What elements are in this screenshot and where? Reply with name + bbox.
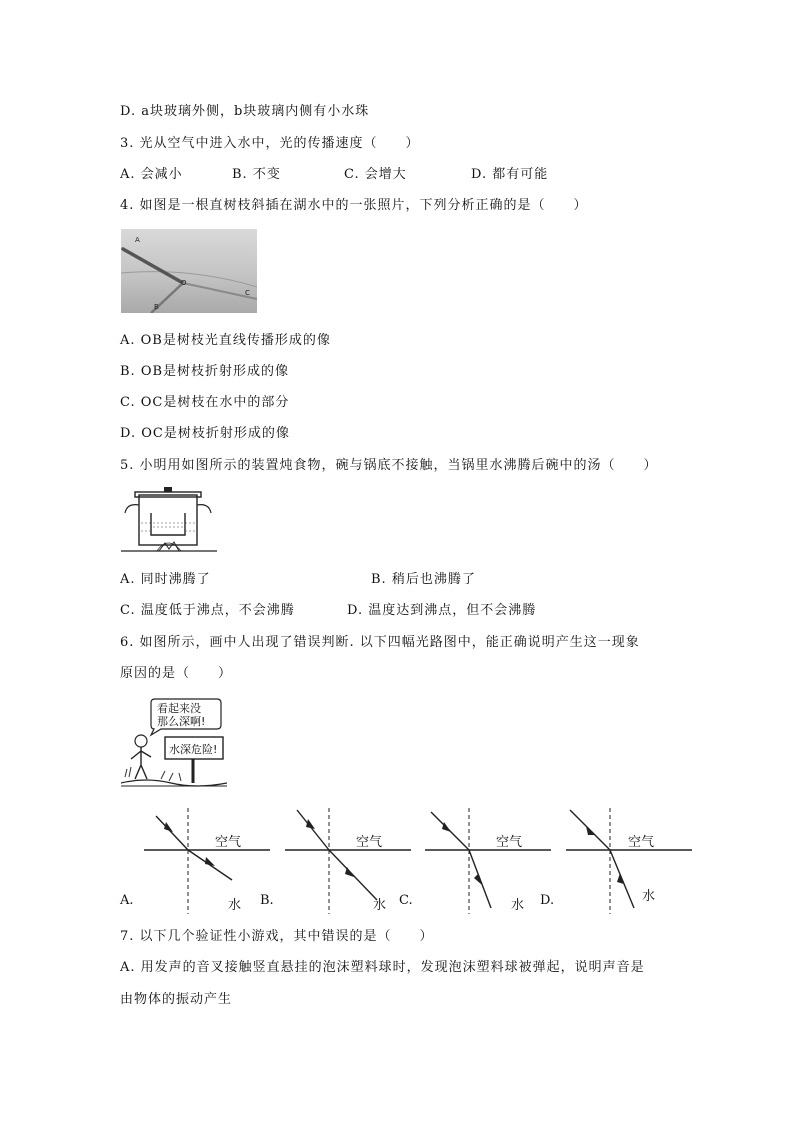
q4-option-d[interactable]: D. OC是树枝折射形成的像 bbox=[120, 426, 290, 441]
diagram-a-water-label: 水 bbox=[228, 898, 242, 913]
q5-option-b[interactable]: B. 稍后也沸腾了 bbox=[371, 572, 476, 587]
diagram-b-air-label: 空气 bbox=[356, 835, 383, 850]
q3-option-d[interactable]: D. 都有可能 bbox=[471, 167, 549, 182]
q5-option-d[interactable]: D. 温度达到沸点，但不会沸腾 bbox=[347, 603, 537, 618]
photo-label-o: O bbox=[181, 279, 187, 287]
cartoon-speech-line2: 那么深啊! bbox=[157, 715, 206, 728]
q4-photo bbox=[121, 229, 257, 313]
q2-option-d: D. a块玻璃外侧，b块玻璃内侧有小水珠 bbox=[120, 104, 370, 119]
q6-diagram-a[interactable] bbox=[142, 808, 272, 914]
diagram-a-label[interactable]: A. bbox=[120, 893, 134, 908]
q6-diagram-b[interactable] bbox=[283, 808, 413, 914]
q5-pot-diagram bbox=[121, 487, 217, 557]
cartoon-sign-text: 水深危险! bbox=[169, 743, 218, 756]
q3-option-b[interactable]: B. 不变 bbox=[232, 167, 281, 182]
diagram-c-label[interactable]: C. bbox=[399, 893, 413, 908]
diagram-d-air-label: 空气 bbox=[628, 835, 655, 850]
q4-option-a[interactable]: A. OB是树枝光直线传播形成的像 bbox=[120, 333, 331, 348]
diagram-b-label[interactable]: B. bbox=[260, 893, 274, 908]
q4-option-b[interactable]: B. OB是树枝折射形成的像 bbox=[120, 364, 290, 379]
diagram-d-water-label: 水 bbox=[642, 889, 656, 904]
diagram-a-air-label: 空气 bbox=[215, 835, 242, 850]
diagram-c-water-label: 水 bbox=[511, 898, 525, 913]
q6-diagram-d[interactable] bbox=[564, 808, 694, 914]
question-6-line1: 6. 如图所示，画中人出现了错误判断. 以下四幅光路图中，能正确说明产生这一现象 bbox=[120, 635, 640, 650]
diagram-d-label[interactable]: D. bbox=[540, 893, 555, 908]
question-7: 7. 以下几个验证性小游戏，其中错误的是（ ） bbox=[120, 929, 434, 944]
photo-label-b: B bbox=[154, 303, 159, 311]
q4-option-c[interactable]: C. OC是树枝在水中的部分 bbox=[120, 395, 290, 410]
photo-label-a: A bbox=[135, 236, 140, 244]
question-6-line2: 原因的是（ ） bbox=[120, 666, 233, 681]
cartoon-speech-line1: 看起来没 bbox=[157, 702, 201, 715]
q7-option-a-line2[interactable]: 由物体的振动产生 bbox=[120, 992, 233, 1007]
question-4: 4. 如图是一根直树枝斜插在湖水中的一张照片，下列分析正确的是（ ） bbox=[120, 198, 588, 213]
q5-option-a[interactable]: A. 同时沸腾了 bbox=[120, 572, 211, 587]
diagram-c-air-label: 空气 bbox=[496, 835, 523, 850]
q7-option-a-line1[interactable]: A. 用发声的音叉接触竖直悬挂的泡沫塑料球时，发现泡沫塑料球被弹起，说明声音是 bbox=[120, 960, 645, 975]
diagram-b-water-label: 水 bbox=[373, 898, 387, 913]
q3-option-a[interactable]: A. 会减小 bbox=[120, 167, 183, 182]
q5-option-c[interactable]: C. 温度低于沸点，不会沸腾 bbox=[120, 603, 295, 618]
photo-label-c: C bbox=[245, 289, 250, 297]
q6-cartoon bbox=[121, 697, 227, 787]
question-5: 5. 小明用如图所示的装置炖食物，碗与锅底不接触，当锅里水沸腾后碗中的汤（ ） bbox=[120, 458, 658, 473]
question-3: 3. 光从空气中进入水中，光的传播速度（ ） bbox=[120, 136, 420, 151]
q6-diagram-c[interactable] bbox=[423, 808, 553, 914]
q3-option-c[interactable]: C. 会增大 bbox=[344, 167, 407, 182]
